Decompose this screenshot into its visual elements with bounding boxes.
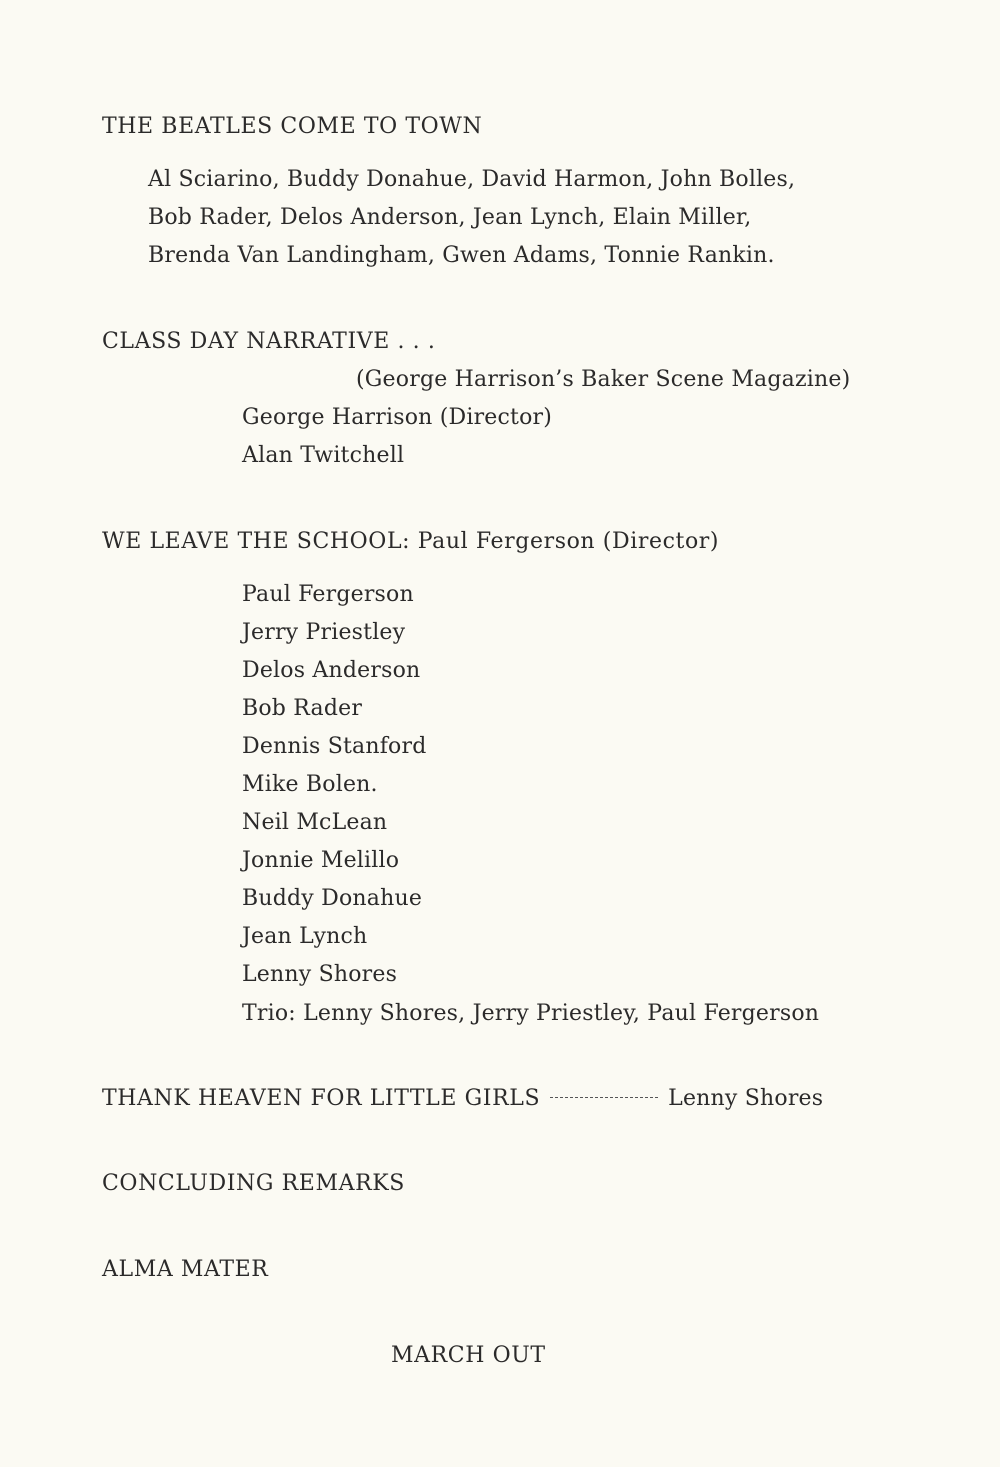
list-item: Delos Anderson bbox=[242, 658, 421, 683]
list-item: Neil McLean bbox=[242, 810, 388, 835]
beatles-cast-line-1: Al Sciarino, Buddy Donahue, David Harmon, John Bolles, bbox=[148, 167, 796, 192]
section-title-leave: WE LEAVE THE SCHOOL: Paul Fergerson (Director) bbox=[102, 529, 720, 554]
beatles-cast-line-2: Bob Rader, Delos Anderson, Jean Lynch, Elain Miller, bbox=[148, 205, 752, 230]
narrative-subtitle: (George Harrison’s Baker Scene Magazine) bbox=[356, 367, 851, 392]
section-title-alma-mater: ALMA MATER bbox=[102, 1257, 269, 1282]
list-item: Mike Bolen. bbox=[242, 772, 378, 797]
section-title-narrative: CLASS DAY NARRATIVE . . . bbox=[102, 329, 436, 354]
thank-performer: Lenny Shores bbox=[668, 1086, 824, 1111]
list-item: Jerry Priestley bbox=[242, 620, 406, 645]
list-item: Dennis Stanford bbox=[242, 734, 427, 759]
list-item: Bob Rader bbox=[242, 696, 363, 721]
thank-title-text: THANK HEAVEN FOR LITTLE GIRLS bbox=[102, 1086, 541, 1111]
list-item: Jean Lynch bbox=[242, 924, 368, 949]
beatles-cast-line-3: Brenda Van Landingham, Gwen Adams, Tonnie Rankin. bbox=[148, 243, 775, 268]
leader-dashes bbox=[550, 1097, 658, 1098]
section-title-thank bbox=[102, 1088, 823, 1110]
list-item: Buddy Donahue bbox=[242, 886, 423, 911]
section-title-remarks: CONCLUDING REMARKS bbox=[102, 1171, 405, 1196]
section-title-beatles: THE BEATLES COME TO TOWN bbox=[102, 114, 483, 139]
list-item: Jonnie Melillo bbox=[242, 848, 400, 873]
section-title-march-out: MARCH OUT bbox=[391, 1343, 546, 1368]
narrative-name: Alan Twitchell bbox=[242, 443, 405, 468]
list-item: Trio: Lenny Shores, Jerry Priestley, Paul Fergerson bbox=[242, 1001, 820, 1026]
list-item: Lenny Shores bbox=[242, 962, 398, 987]
list-item: Paul Fergerson bbox=[242, 582, 414, 607]
narrative-name: George Harrison (Director) bbox=[242, 405, 553, 430]
